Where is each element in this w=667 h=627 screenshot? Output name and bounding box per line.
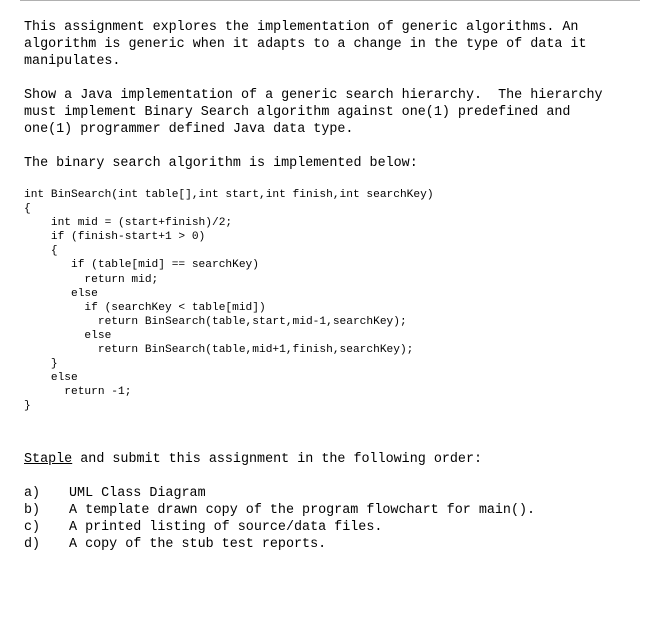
- list-marker: c): [24, 520, 41, 535]
- list-item: [24, 485, 624, 502]
- list-item-text: A printed listing of source/data files.: [69, 520, 383, 535]
- submission-instruction: [24, 451, 624, 468]
- task-paragraph: Show a Java implementation of a generic search hierarchy. The hierarchy must implement Binary Search algorithm against one(1) predefined and one(1) programmer defined Java data type.: [24, 88, 611, 137]
- list-item-text: A copy of the stub test reports.: [69, 537, 327, 552]
- code-listing: [24, 188, 624, 414]
- code-lead-in: The binary search algorithm is implemented below:: [24, 156, 418, 171]
- list-item: [24, 536, 624, 553]
- code-line: {: [24, 245, 58, 258]
- code-line: }: [24, 358, 58, 371]
- code-line: if (searchKey < table[mid]): [24, 301, 266, 314]
- code-line: else: [24, 329, 112, 342]
- code-line: if (table[mid] == searchKey): [24, 259, 259, 272]
- list-item: [24, 502, 624, 519]
- code-line: return BinSearch(table,start,mid-1,searchKey);: [24, 315, 407, 328]
- list-marker: d): [24, 537, 41, 552]
- top-rule: [20, 0, 640, 1]
- code-line: else: [24, 372, 78, 385]
- code-line: return BinSearch(table,mid+1,finish,searchKey);: [24, 344, 414, 357]
- list-marker: b): [24, 503, 41, 518]
- code-line: {: [24, 203, 31, 216]
- code-line: if (finish-start+1 > 0): [24, 231, 206, 244]
- list-item-text: A template drawn copy of the program flowchart for main().: [69, 503, 536, 518]
- code-line: int mid = (start+finish)/2;: [24, 217, 233, 230]
- list-marker: a): [24, 486, 41, 501]
- submission-list: [24, 485, 624, 553]
- code-line: return -1;: [24, 386, 132, 399]
- code-line: int BinSearch(int table[],int start,int finish,int searchKey): [24, 189, 434, 201]
- staple-emphasis: Staple: [24, 452, 73, 467]
- list-item-text: UML Class Diagram: [69, 486, 206, 501]
- intro-paragraph: This assignment explores the implementation of generic algorithms. An algorithm is generic when it adapts to a change in the type of data it manipulates.: [24, 20, 595, 69]
- code-line: else: [24, 287, 98, 300]
- submission-instruction-text: and submit this assignment in the following order:: [72, 452, 483, 467]
- list-item: [24, 519, 624, 536]
- code-line: }: [24, 400, 31, 413]
- code-line: return mid;: [24, 273, 159, 286]
